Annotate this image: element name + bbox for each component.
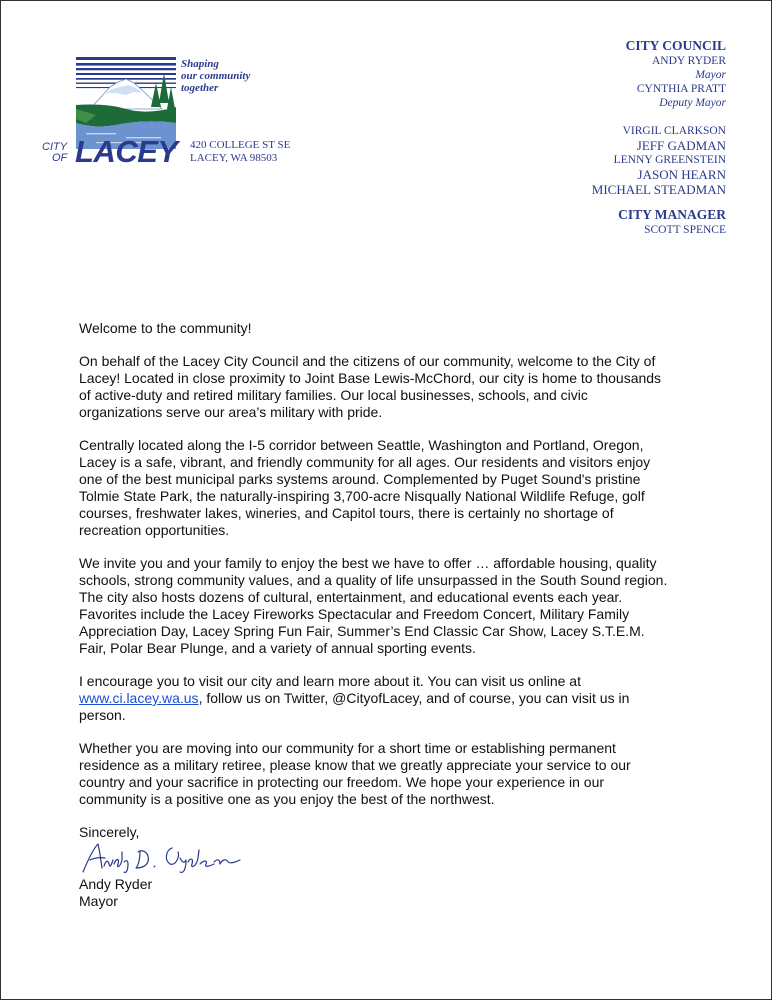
tagline-line-1: Shaping (181, 58, 219, 70)
council-member: JASON HEARN (637, 167, 726, 182)
letter-paragraph-1: On behalf of the Lacey City Council and the citizens of our community, welcome to the City of Lacey! Located in close proximity to Joint Base Lewis-McChord, our city is home to thousands of active-duty and retired military families. Our local businesses, schools, and civic organizations serve our area’s military with pride. (79, 353, 662, 420)
signer-block (79, 876, 152, 910)
council-member: MICHAEL STEADMAN (591, 182, 726, 197)
logo-tagline (181, 58, 271, 94)
letter-closing: Sincerely, (79, 824, 140, 840)
letter-paragraph-5: Whether you are moving into our community for a short time or establishing permanent residence as a military retiree, please know that we greatly appreciate your service to our country and your sacrifice in protecting our freedom. We hope your experience in our community is a positive one as you enjoy the best of the northwest. (79, 740, 631, 807)
signer-title: Mayor (79, 893, 118, 909)
city-manager-name: SCOTT SPENCE (644, 224, 726, 236)
letter-paragraph-2: Centrally located along the I-5 corridor between Seattle, Washington and Portland, Oregon, Lacey is a safe, vibrant, and friendly community for all ages. Our residents and visitors enjoy one of the best municipal parks systems around. Complemented by Puget Sound's pristine Tolmie State Park, the naturally-inspiring 3,700-acre Nisqually National Wildlife Refuge, golf courses, freshwater lakes, wineries, and Capitol tours, there is certainly no shortage of recreation opportunities. (79, 437, 651, 538)
city-manager-heading: CITY MANAGER (618, 207, 726, 222)
city-website-link[interactable]: www.ci.lacey.wa.us (79, 690, 199, 706)
letter-greeting: Welcome to the community! (79, 320, 252, 336)
council-member: VIRGIL CLARKSON (622, 125, 726, 137)
tagline-line-3: together (181, 82, 219, 94)
mayor-role: Mayor (695, 69, 726, 81)
letter-paragraph-4: I encourage you to visit our city and learn more about it. You can visit us online at www.ci.lacey.wa.us, follow us on Twitter, @CityofLacey, and of course, you can visit us in person. (79, 673, 630, 723)
council-member: LENNY GREENSTEIN (613, 154, 726, 166)
council-heading: CITY COUNCIL (625, 38, 726, 53)
council-roster (592, 38, 726, 237)
letter-body (79, 320, 699, 857)
tagline-line-2: our community (181, 70, 251, 82)
address-line-1: 420 COLLEGE ST SE (190, 139, 291, 151)
council-member: JEFF GADMAN (636, 138, 726, 153)
mayor-name: ANDY RYDER (651, 55, 726, 67)
letter-paragraph-3: We invite you and your family to enjoy the best we have to offer … affordable housing, quality schools, strong community values, and a quality of life unsurpassed in the South Sound region. The city also hosts dozens of cultural, entertainment, and educational events each year. Favorites include the Lacey Fireworks Spectacular and Freedom Concert, Military Family Appreciation Day, Lacey Spring Fun Fair, Summer’s End Classic Car Show, Lacey S.T.E.M. Fair, Polar Bear Plunge, and a variety of annual sporting events. (79, 555, 668, 656)
deputy-mayor-name: CYNTHIA PRATT (636, 83, 726, 95)
city-address (190, 139, 290, 165)
logo-lacey-wordmark: LACEY (75, 134, 178, 169)
signer-name: Andy Ryder (79, 876, 153, 892)
logo-city-text: CITY (42, 141, 68, 153)
address-line-2: LACEY, WA 98503 (190, 152, 278, 164)
logo-of-text: OF (52, 152, 68, 164)
handwritten-signature (80, 838, 250, 878)
deputy-mayor-role: Deputy Mayor (659, 97, 726, 109)
logo-city-of (42, 142, 76, 164)
